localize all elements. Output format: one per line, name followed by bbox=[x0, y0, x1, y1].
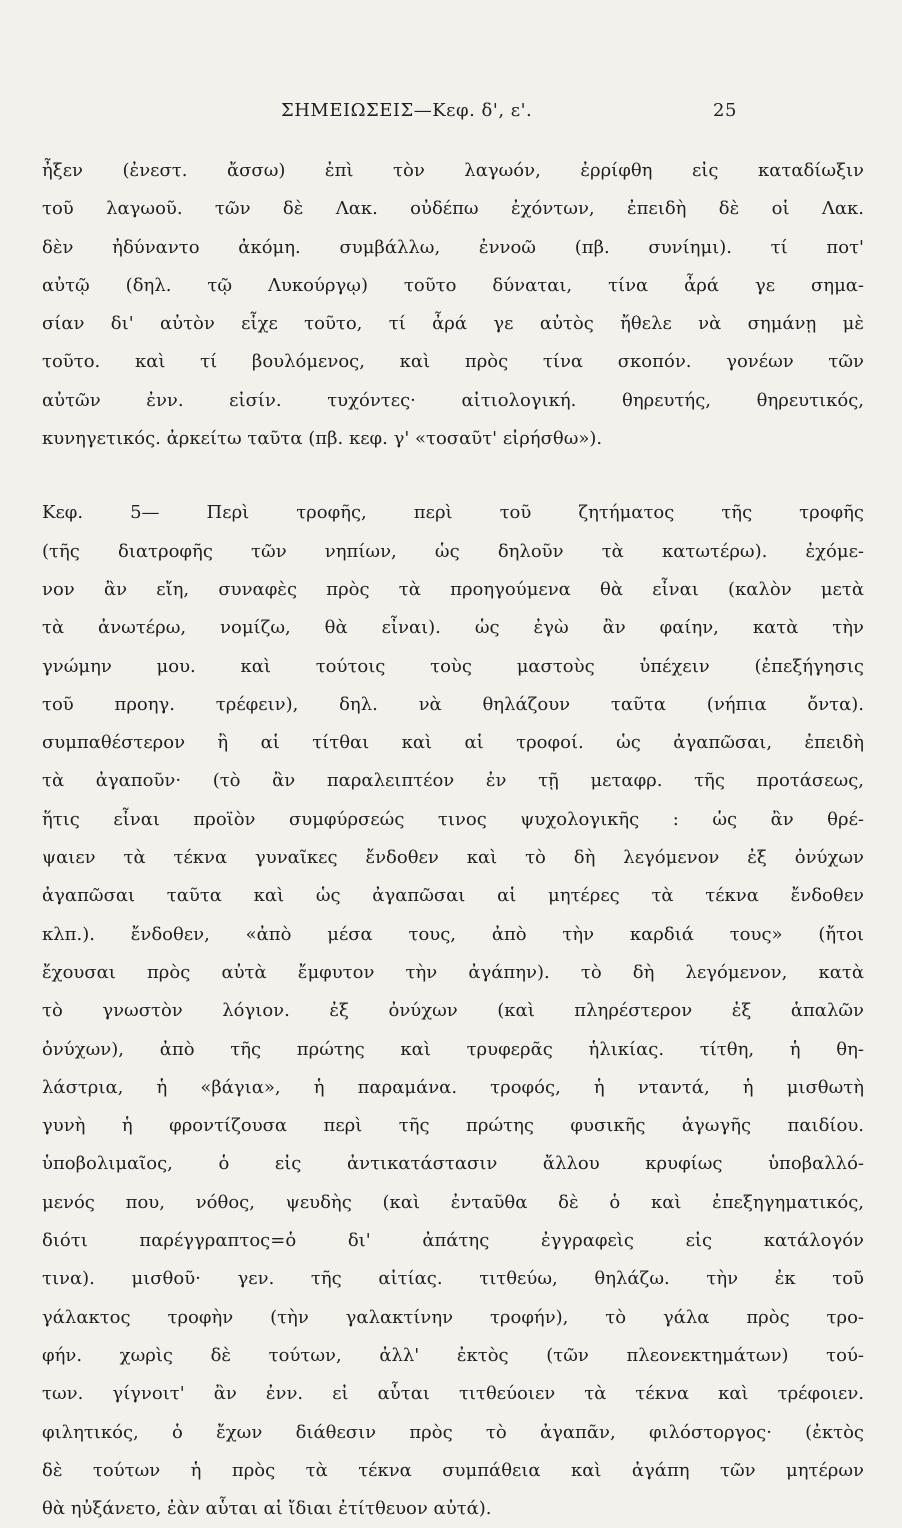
text-line: αὐτῶν ἐνν. εἰσίν. τυχόντες· αἰτιολογική. θηρευτής, θηρευτικός, bbox=[42, 389, 864, 411]
text-line: (τῆς διατροφῆς τῶν νηπίων, ὡς δηλοῦν τὰ κατωτέρω). ἐχόμε- bbox=[42, 540, 864, 562]
text-line: δὲ τούτων ἡ πρὸς τὰ τέκνα συμπάθεια καὶ ἀγάπη τῶν μητέρων bbox=[42, 1459, 864, 1481]
text-line: τινα). μισθοῦ· γεν. τῆς αἰτίας. τιτθεύω, θηλάζω. τὴν ἐκ τοῦ bbox=[42, 1268, 864, 1290]
text-line: διότι παρέγγραπτος=ὁ δι' ἀπάτης ἐγγραφεὶς εἰς κατάλογόν bbox=[42, 1230, 864, 1252]
text-line: σίαν δι' αὐτὸν εἶχε τοῦτο, τί ἆρά γε αὐτὸς ἤθελε νὰ σημάνῃ μὲ bbox=[42, 313, 864, 335]
text-line: γυνὴ ἡ φροντίζουσα περὶ τῆς πρώτης φυσικῆς ἀγωγῆς παιδίου. bbox=[42, 1115, 864, 1137]
text-line: τοῦ λαγωοῦ. τῶν δὲ Λακ. οὐδέπω ἐχόντων, ἐπειδὴ δὲ οἱ Λακ. bbox=[42, 198, 864, 220]
text-line: ἥτις εἶναι προϊὸν συμφύρσεώς τινος ψυχολογικῆς : ὡς ἂν θρέ- bbox=[42, 808, 864, 830]
text-line: ὑποβολιμαῖος, ὁ εἰς ἀντικατάστασιν ἄλλου κρυφίως ὑποβαλλό- bbox=[42, 1153, 864, 1175]
text-line: θὰ ηὐξάνετο, ἐὰν αὗται αἱ ἴδιαι ἐτίτθευον αὐτά). bbox=[42, 1498, 492, 1520]
text-line: τοῦ προηγ. τρέφειν), δηλ. νὰ θηλάζουν ταῦτα (νήπια ὄντα). bbox=[42, 693, 864, 715]
text-line: γνώμην μου. καὶ τούτοις τοὺς μαστοὺς ὑπέχειν (ἐπεξήγησις bbox=[42, 655, 864, 677]
text-line: λάστρια, ἡ «βάγια», ἡ παραμάνα. τροφός, ἡ νταντά, ἡ μισθωτὴ bbox=[42, 1076, 864, 1098]
text-line: τὰ ἀνωτέρω, νομίζω, θὰ εἶναι). ὡς ἐγὼ ἂν φαίην, κατὰ τὴν bbox=[42, 617, 864, 639]
text-line: συμπαθέστερον ἢ αἱ τίτθαι καὶ αἱ τροφοί. ὡς ἀγαπῶσαι, ἐπειδὴ bbox=[42, 732, 864, 754]
page-number: 25 bbox=[713, 100, 737, 121]
text-line: ἀγαπῶσαι ταῦτα καὶ ὡς ἀγαπῶσαι αἱ μητέρες τὰ τέκνα ἔνδοθεν bbox=[42, 885, 864, 907]
text-line: ψαιεν τὰ τέκνα γυναῖκες ἔνδοθεν καὶ τὸ δὴ λεγόμενον ἐξ ὀνύχων bbox=[42, 847, 864, 869]
text-line: γάλακτος τροφὴν (τὴν γαλακτίνην τροφήν), τὸ γάλα πρὸς τρο- bbox=[42, 1306, 864, 1328]
text-line: αὐτῷ (δηλ. τῷ Λυκούργῳ) τοῦτο δύναται, τίνα ἆρά γε σημα- bbox=[42, 274, 864, 296]
text-line: Κεφ. 5— Περὶ τροφῆς, περὶ τοῦ ζητήματος τῆς τροφῆς bbox=[42, 502, 864, 524]
text-line: τὰ ἀγαποῦν· (τὸ ἂν παραλειπτέον ἐν τῇ μεταφρ. τῆς προτάσεως, bbox=[42, 770, 864, 792]
text-line: φήν. χωρὶς δὲ τούτων, ἀλλ' ἐκτὸς (τῶν πλεονεκτημάτων) τού- bbox=[42, 1344, 864, 1366]
text-line: μενός που, νόθος, ψευδὴς (καὶ ἐνταῦθα δὲ ὁ καὶ ἐπεξηγηματικός, bbox=[42, 1191, 864, 1213]
text-line: δὲν ἠδύναντο ἀκόμη. συμβάλλω, ἐννοῶ (πβ. συνίημι). τί ποτ' bbox=[42, 236, 864, 258]
text-line: τὸ γνωστὸν λόγιον. ἐξ ὀνύχων (καὶ πληρέστερον ἐξ ἁπαλῶν bbox=[42, 1000, 864, 1022]
text-line: ἔχουσαι πρὸς αὐτὰ ἔμφυτον τὴν ἀγάπην). τὸ δὴ λεγόμενον, κατὰ bbox=[42, 961, 864, 983]
text-line: ἦξεν (ἐνεστ. ἄσσω) ἐπὶ τὸν λαγωόν, ἐρρίφθη εἰς καταδίωξιν bbox=[42, 160, 864, 181]
text-line: ὀνύχων), ἀπὸ τῆς πρώτης καὶ τρυφερᾶς ἡλικίας. τίτθη, ἡ θη- bbox=[42, 1038, 864, 1060]
text-line: κλπ.). ἔνδοθεν, «ἀπὸ μέσα τους, ἀπὸ τὴν καρδιά τους» (ἤτοι bbox=[42, 923, 864, 945]
page-body bbox=[42, 152, 864, 1528]
text-line: κυνηγετικός. ἀρκείτω ταῦτα (πβ. κεφ. γ' «τοσαῦτ' εἰρήσθω»). bbox=[42, 428, 603, 450]
text-line: τοῦτο. καὶ τί βουλόμενος, καὶ πρὸς τίνα σκοπόν. γονέων τῶν bbox=[42, 351, 864, 373]
notes-chapter-d bbox=[42, 152, 864, 458]
text-line: φιλητικός, ὁ ἔχων διάθεσιν πρὸς τὸ ἀγαπᾶν, φιλόστοργος· (ἐκτὸς bbox=[42, 1421, 864, 1443]
notes-chapter-e bbox=[42, 494, 864, 1528]
text-line: νον ἂν εἴη, συναφὲς πρὸς τὰ προηγούμενα θὰ εἶναι (καλὸν μετὰ bbox=[42, 578, 864, 600]
running-title: ΣΗΜΕΙΩΣΕΙΣ—Κεφ. δ', ε'. bbox=[281, 100, 533, 121]
paragraph-gap bbox=[42, 458, 864, 494]
text-line: των. γίγνοιτ' ἂν ἐνν. εἰ αὗται τιτθεύοιεν τὰ τέκνα καὶ τρέφοιεν. bbox=[42, 1383, 864, 1405]
